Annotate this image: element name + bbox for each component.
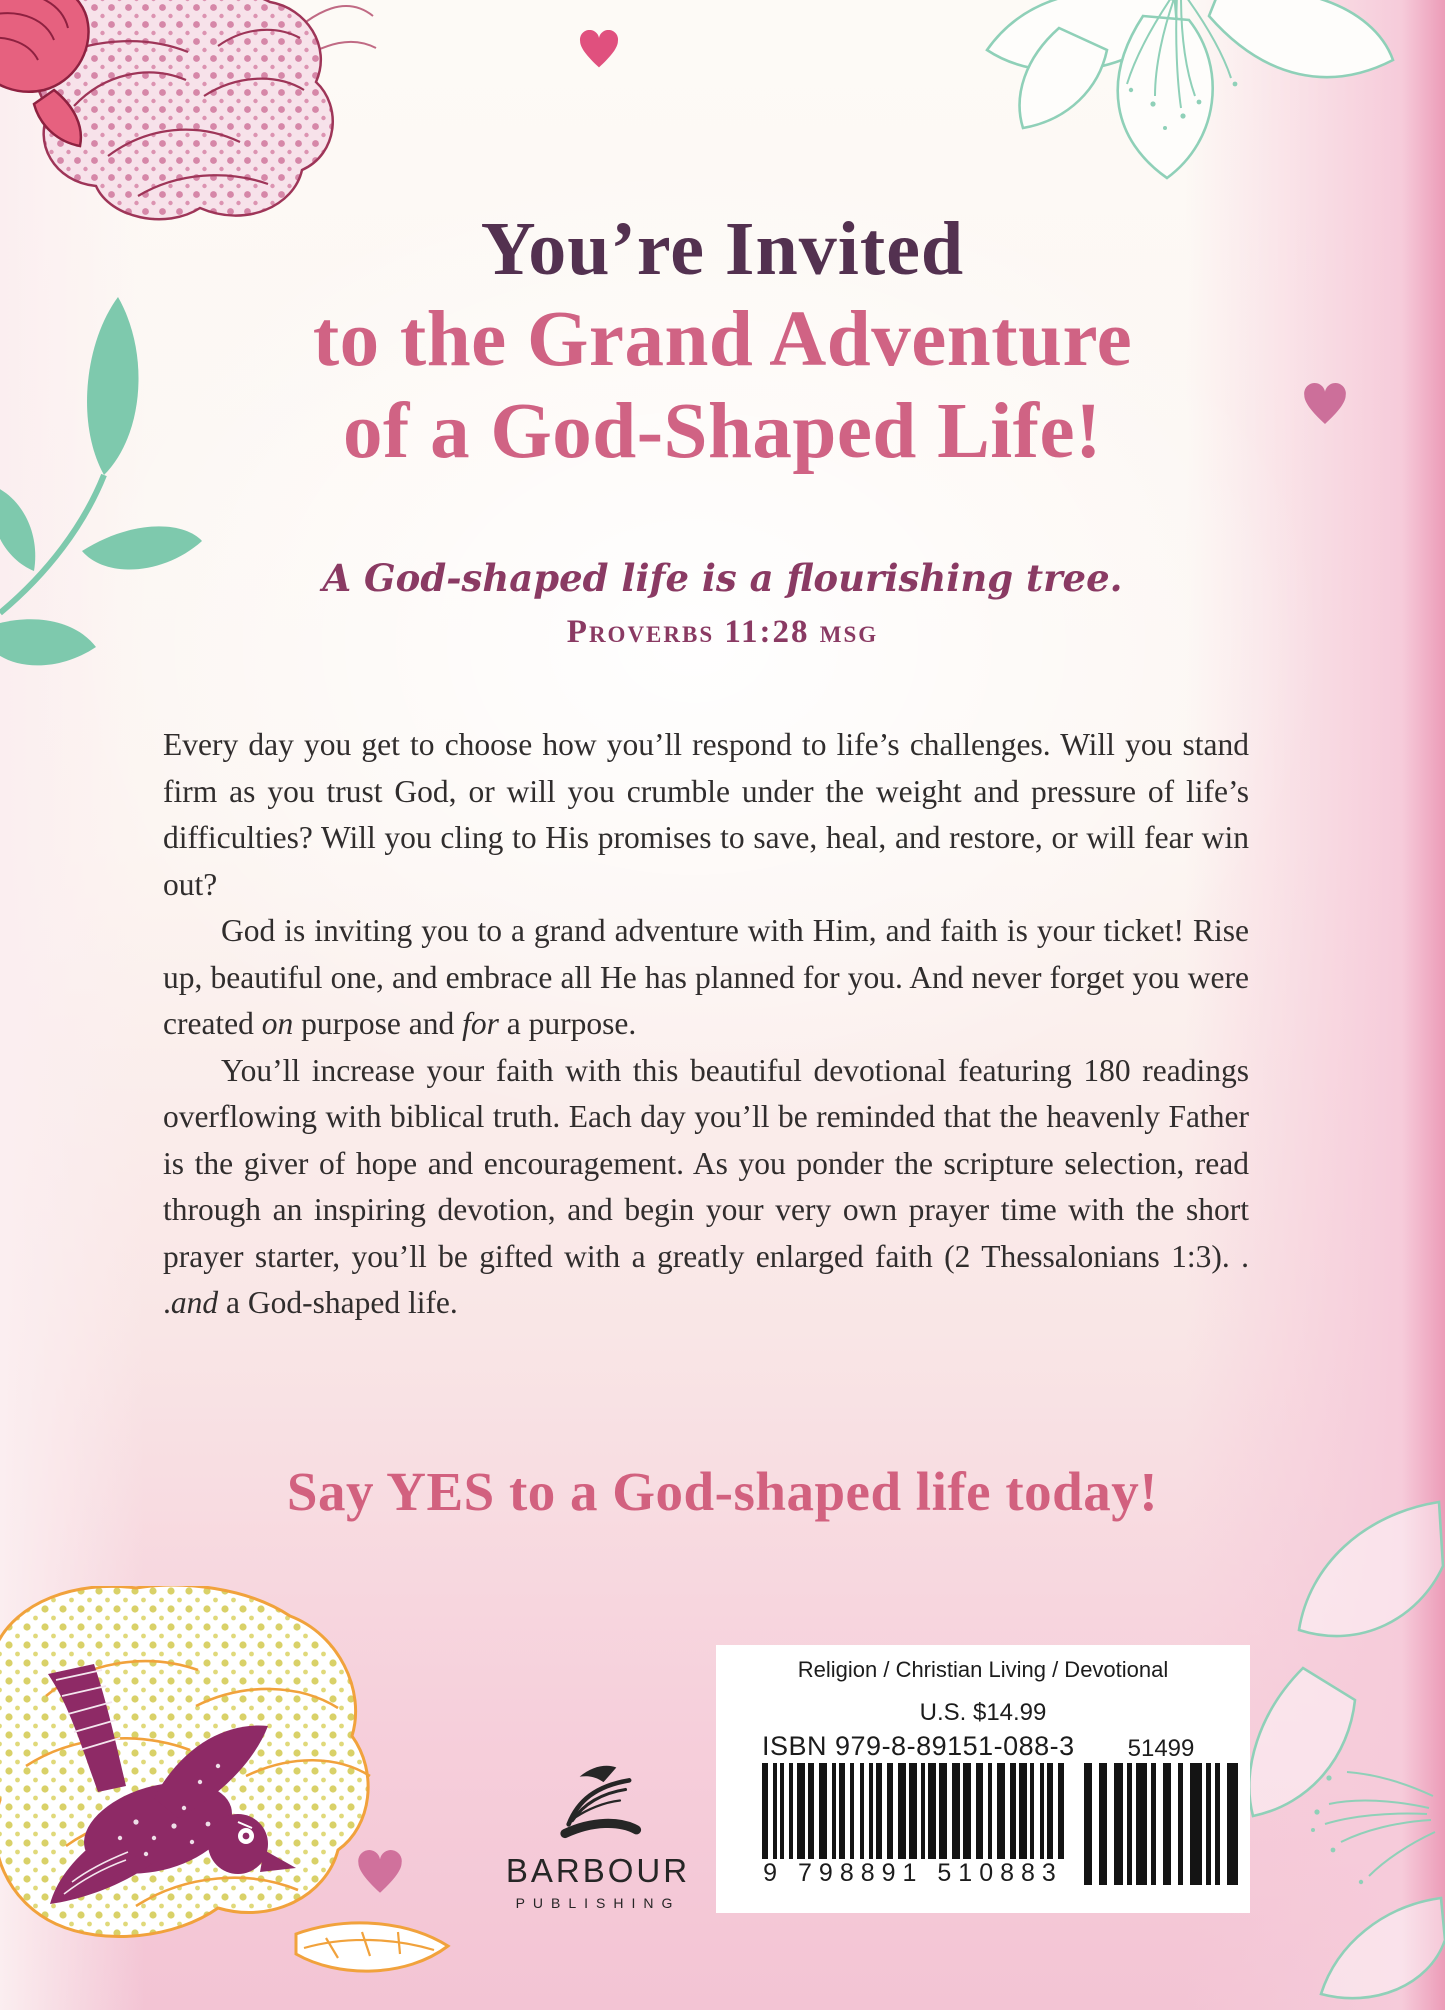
barcode-digits: 9 798891 510883: [763, 1859, 1063, 1887]
heart-top-icon: [578, 30, 620, 70]
body-paragraph: You’ll increase your faith with this beautiful devotional featuring 180 readings overflowing with biblical truth. Each day you’ll be reminded that the heavenly Father is the giver of hope and encouragement. As you ponder the scripture selection, read through an inspiring devotion, and begin your very own prayer time with the short prayer starter, you’ll be gifted with a greatly enlarged faith (2 Thessalonians 1:3). . .and a God-shaped life.: [163, 1052, 1249, 1320]
barcode-box: [716, 1645, 1250, 1913]
publisher-name: BARBOUR: [505, 1852, 691, 1889]
price-code: 51499: [1127, 1735, 1195, 1762]
category-label: Religion / Christian Living / Devotional: [797, 1657, 1169, 1682]
scripture-verse: [0, 556, 1445, 651]
yellow-peony-bottom-left-icon: [0, 1586, 464, 2010]
verse-quote: A God-shaped life is a flourishing tree.: [322, 556, 1123, 600]
book-swoosh-icon: [552, 1762, 644, 1850]
headline-line-3: of a God-Shaped Life!: [343, 388, 1102, 476]
verse-reference: Proverbs 11:28 msg: [566, 614, 879, 650]
headline: [0, 205, 1445, 479]
headline-line-2: to the Grand Adventure: [312, 295, 1133, 383]
headline-line-1: You’re Invited: [480, 207, 965, 291]
mint-flower-bottom-right-icon: [1233, 1478, 1445, 2010]
supplement-barcode: [1084, 1763, 1238, 1885]
price-label: U.S. $14.99: [919, 1699, 1047, 1726]
ean-barcode: [762, 1763, 1064, 1861]
call-to-action: Say YES to a God-shaped life today!: [286, 1461, 1159, 1522]
mint-flower-top-right-icon: [845, 0, 1445, 203]
body-paragraph: God is inviting you to a grand adventure with Him, and faith is your ticket! Rise up, beautiful one, and embrace all He has planned for you. And never forget you were created on purpose and for a purpose.: [163, 913, 1249, 1041]
isbn-label: ISBN 979-8-89151-088-3: [762, 1731, 1075, 1761]
publisher-subtitle: PUBLISHING: [515, 1895, 681, 1911]
description-copy: [163, 722, 1249, 1327]
publisher-logo: [498, 1762, 698, 1911]
body-paragraph: Every day you get to choose how you’ll respond to life’s challenges. Will you stand firm as you trust God, or will you crumble under the weight and pressure of life’s difficulties? Will you cling to His promises to save, heal, and restore, or will fear win out?: [163, 727, 1249, 902]
heart-bottom-icon: [356, 1850, 404, 1896]
